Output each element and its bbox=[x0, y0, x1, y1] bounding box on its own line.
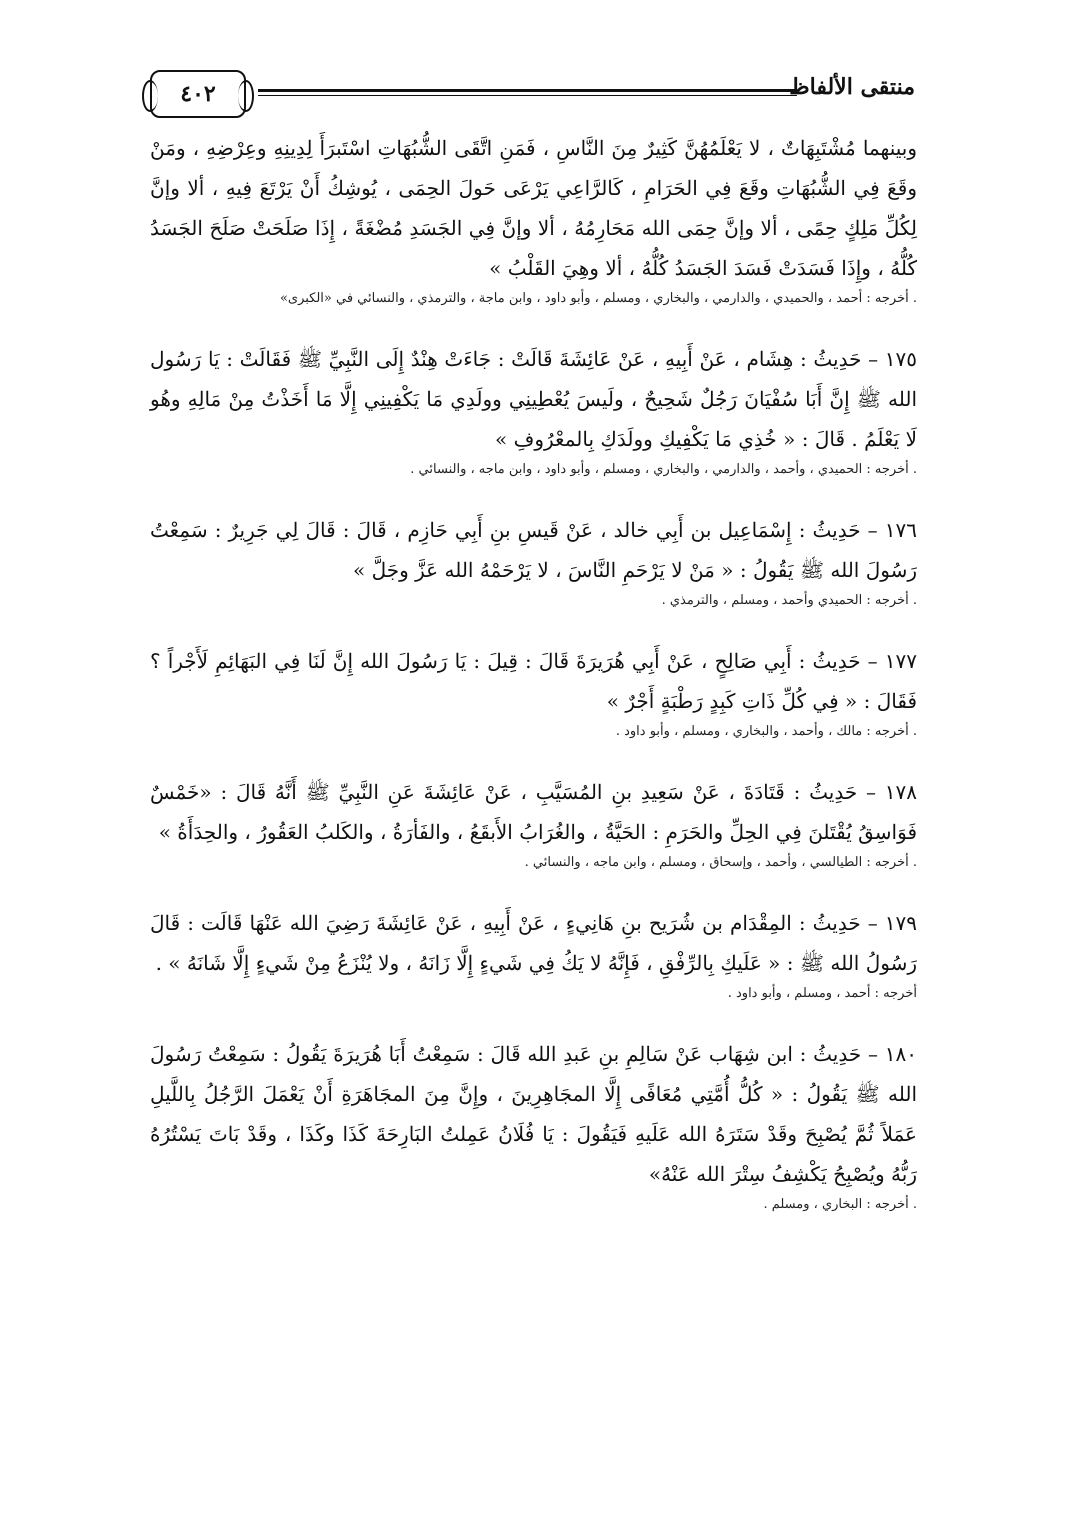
page-body bbox=[150, 128, 917, 1216]
hadith-text: ١٧٨ – حَدِيثُ : قَتَادَةَ ، عَنْ سَعِيدِ بنِ المُسَيَّبِ ، عَنْ عَائِشَةَ عَنِ النَّبِيِّ ﷺ أَنَّهُ قَالَ : «خَمْسٌ فَوَاسِقُ يُقْتَلنَ فِي الحِلِّ والحَرَمِ : الحَيَّةُ ، والغُرَابُ الأَبقَعُ ، والفَأرَةُ ، والكَلبُ العَقُورُ ، والحِدَأَةُ » bbox=[150, 780, 917, 844]
page-number: ٤٠٢ bbox=[150, 70, 246, 118]
hadith-text: ١٧٧ – حَدِيثُ : أَبِي صَالِحٍ ، عَنْ أَبِي هُرَيرَةَ قَالَ : قِيلَ : يَا رَسُولَ الله إِنَّ لَنَا فِي البَهَائِمِ لَأَجْراً ؟ فَقَالَ : « فِي كُلِّ ذَاتِ كَبِدٍ رَطْبَةٍ أَجْرٌ » bbox=[150, 649, 917, 713]
hadith-source: . أخرجه : مالك ، وأحمد ، والبخاري ، ومسلم ، وأبو داود . bbox=[615, 724, 917, 739]
hadith-source: . أخرجه : البخاري ، ومسلم . bbox=[763, 1197, 917, 1212]
hadith-175 bbox=[150, 339, 917, 481]
book-title: منتقى الألفاظ bbox=[789, 74, 915, 100]
block-separator bbox=[150, 626, 917, 627]
hadith-source: . أخرجه : الحميدي ، وأحمد ، والدارمي ، والبخاري ، ومسلم ، وأبو داود ، وابن ماجه ، والنسائي . bbox=[410, 462, 917, 477]
page-header bbox=[150, 70, 915, 120]
hadith-180 bbox=[150, 1034, 917, 1216]
block-separator bbox=[150, 324, 917, 325]
hadith-text: ١٧٦ – حَدِيثُ : إِسْمَاعِيل بن أَبِي خالد ، عَنْ قَيسِ بنِ أَبِي حَازِم ، قَالَ : قَالَ لِي جَرِيرٌ : سَمِعْتُ رَسُولَ الله ﷺ يَقُولُ : « مَنْ لا يَرْحَمِ النَّاسَ ، لا يَرْحَمْهُ الله عَزَّ وجَلَّ » bbox=[150, 518, 917, 582]
hadith-text: ١٧٥ – حَدِيثُ : هِشَام ، عَنْ أَبِيهِ ، عَنْ عَائِشَةَ قَالَتْ : جَاءَتْ هِنْدٌ إِلَى النَّبِيِّ ﷺ فَقَالَتْ : يَا رَسُول الله ﷺ إِنَّ أَبَا سُفْيَانَ رَجُلٌ شَحِيحٌ ، ولَيسَ يُعْطِينِي وولَدِي مَا يَكْفِينِي إِلَّا مَا أَخَذْتُ مِنْ مَالِهِ وهُو لَا يَعْلَمُ . قَالَ : « خُذِي مَا يَكْفِيكِ وولَدَكِ بِالمعْرُوفِ » bbox=[150, 347, 917, 451]
block-separator bbox=[150, 757, 917, 758]
hadith-source: أخرجه : أحمد ، ومسلم ، وأبو داود . bbox=[727, 986, 917, 1001]
hadith-179 bbox=[150, 903, 917, 1005]
hadith-176 bbox=[150, 510, 917, 612]
header-rule bbox=[258, 89, 797, 96]
hadith-text: وبينهما مُشْتَبِهَاتٌ ، لا يَعْلَمُهُنَّ كَثِيرٌ مِنَ النَّاسِ ، فَمَنِ اتَّقَى الشُّبُهَاتِ اسْتَبرَأَ لِدِينِهِ وعِرْضِهِ ، ومَنْ وقَعَ فِي الشُّبُهَاتِ وقَعَ فِي الحَرَامِ ، كَالرَّاعِي يَرْعَى حَولَ الحِمَى ، يُوشِكُ أَنْ يَرْتَعَ فِيهِ ، ألا وإنَّ لِكُلِّ مَلِكٍ حِمًى ، ألا وإنَّ حِمَى الله مَحَارِمُهُ ، ألا وإنَّ فِي الجَسَدِ مُضْغَةً ، إِذَا صَلَحَتْ صَلَحَ الجَسَدُ كُلُّهُ ، وإِذَا فَسَدَتْ فَسَدَ الجَسَدُ كُلُّهُ ، ألا وهِيَ القَلْبُ » bbox=[150, 136, 917, 280]
hadith-text: ١٨٠ – حَدِيثُ : ابن شِهَاب عَنْ سَالِمِ بنِ عَبدِ الله قَالَ : سَمِعْتُ أَبَا هُرَيرَةَ يَقُولُ : سَمِعْتُ رَسُولَ الله ﷺ يَقُولُ : « كُلُّ أُمَّتِي مُعَافًى إِلَّا المجَاهِرِينَ ، وإِنَّ مِنَ المجَاهَرَةِ أَنْ يَعْمَلَ الرَّجُلُ بِاللَّيلِ عَمَلاً ثُمَّ يُصْبِحَ وقَدْ سَتَرَهُ الله عَلَيهِ فَيَقُولَ : يَا فُلَانُ عَمِلتُ البَارِحَةَ كَذَا وكَذَا ، وقَدْ بَاتَ يَسْتُرُهُ رَبُّهُ ويُصْبِحُ يَكْشِفُ سِتْرَ الله عَنْهُ» bbox=[150, 1042, 917, 1186]
hadith-177 bbox=[150, 641, 917, 743]
text-block-continuation bbox=[150, 128, 917, 310]
hadith-178 bbox=[150, 772, 917, 874]
hadith-source: . أخرجه : الحميدي وأحمد ، ومسلم ، والترمذي . bbox=[661, 593, 917, 608]
block-separator bbox=[150, 495, 917, 496]
hadith-text: ١٧٩ – حَدِيثُ : المِقْدَام بن شُرَيح بنِ هَانِيءٍ ، عَنْ أَبِيهِ ، عَنْ عَائِشَةَ رَضِيَ الله عَنْهَا قَالَت : قَالَ رَسُولُ الله ﷺ : « عَلَيكِ بِالرِّفْقِ ، فَإِنَّهُ لا يَكُ فِي شَيءٍ إِلَّا زَانَهُ ، ولا يُنْزَعُ مِنْ شَيءٍ إِلَّا شَانَهُ » . bbox=[150, 911, 917, 975]
block-separator bbox=[150, 1019, 917, 1020]
block-separator bbox=[150, 888, 917, 889]
hadith-source: . أخرجه : الطيالسي ، وأحمد ، وإسحاق ، ومسلم ، وابن ماجه ، والنسائي . bbox=[524, 855, 917, 870]
hadith-source: . أخرجه : أحمد ، والحميدي ، والدارمي ، والبخاري ، ومسلم ، وأبو داود ، وابن ماجة ، والترمذي ، والنسائي في «الكبرى» bbox=[279, 291, 917, 306]
